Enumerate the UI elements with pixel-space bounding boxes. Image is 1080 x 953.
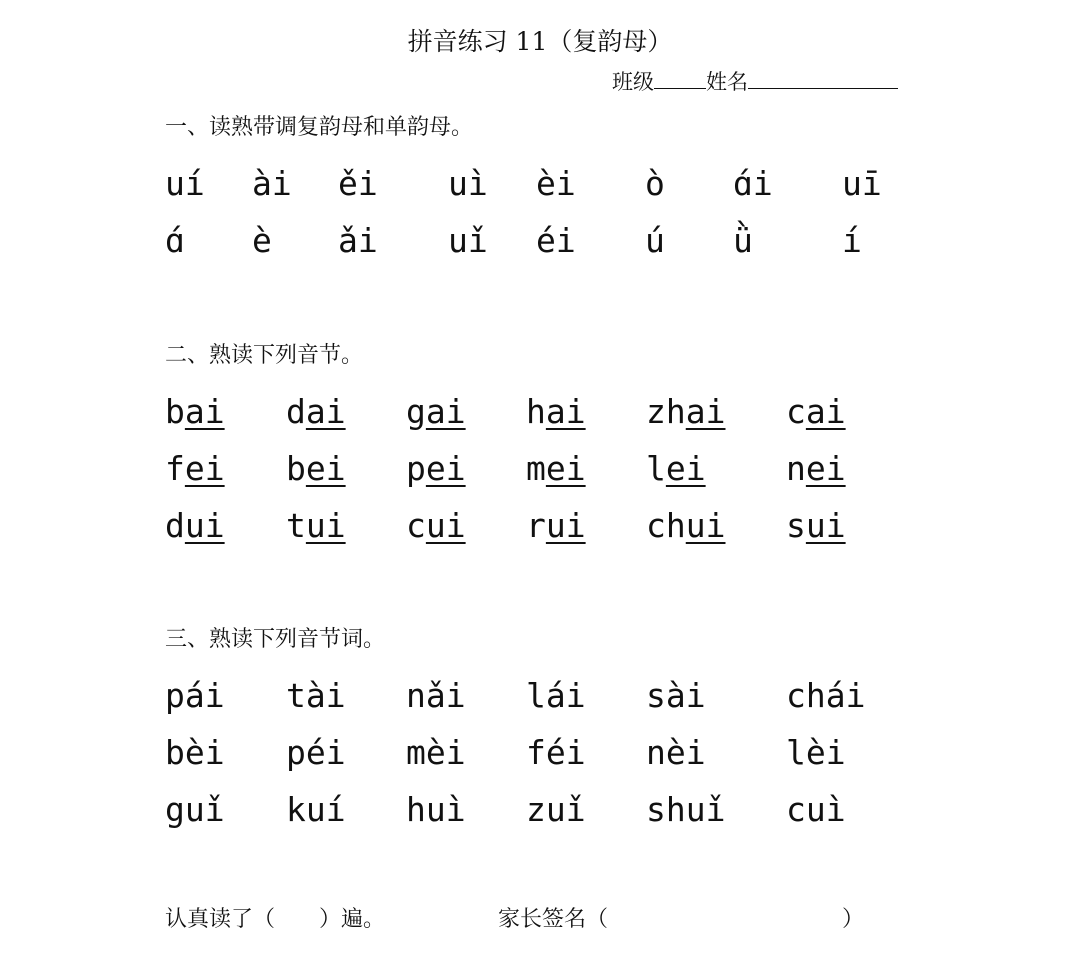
syllable-initial: m: [526, 449, 546, 488]
word-item: kuí: [286, 790, 346, 829]
word-item: pái: [165, 676, 225, 715]
syllable-item: [526, 449, 586, 489]
word-item: féi: [526, 733, 586, 772]
section1-heading: 一、读熟带调复韵母和单韵母。: [165, 115, 474, 140]
syllable-initial: f: [165, 449, 185, 488]
syllable-final: ei: [184, 449, 225, 488]
class-label: 班级: [612, 70, 654, 94]
syllable-initial: g: [406, 392, 426, 431]
syllable-item: [165, 449, 225, 489]
final-item: ǜ: [733, 221, 753, 260]
final-item: ài: [252, 164, 292, 203]
word-item: lái: [526, 676, 586, 715]
final-item: uī: [842, 164, 882, 203]
word-item: nǎi: [406, 676, 466, 715]
parent-signature-close: ）: [842, 907, 865, 932]
syllable-item: [646, 506, 726, 546]
syllable-final: ai: [184, 392, 225, 431]
word-item: cuì: [786, 790, 846, 829]
syllable-initial: c: [786, 392, 806, 431]
class-name-line: [612, 66, 898, 96]
page-title: 拼音练习 11（复韵母）: [407, 27, 673, 56]
syllable-final: ei: [545, 449, 586, 488]
final-item: ɑ́i: [733, 164, 773, 203]
word-item: sài: [646, 676, 706, 715]
syllable-initial: p: [406, 449, 426, 488]
syllable-item: [406, 392, 466, 432]
syllable-initial: t: [286, 506, 306, 545]
final-item: ǎi: [338, 221, 378, 260]
final-item: uì: [448, 164, 488, 203]
syllable-final: ai: [305, 392, 346, 431]
syllable-item: [165, 506, 225, 546]
syllable-final: ei: [305, 449, 346, 488]
class-blank[interactable]: [654, 87, 706, 89]
syllable-item: [406, 506, 466, 546]
syllable-initial: l: [646, 449, 666, 488]
syllable-final: ei: [805, 449, 846, 488]
syllable-final: ui: [425, 506, 466, 545]
syllable-initial: c: [406, 506, 426, 545]
syllable-item: [786, 392, 846, 432]
syllable-final: ai: [545, 392, 586, 431]
word-item: mèi: [406, 733, 466, 772]
syllable-initial: d: [165, 506, 185, 545]
syllable-initial: h: [526, 392, 546, 431]
word-item: huì: [406, 790, 466, 829]
section2-heading: 二、熟读下列音节。: [165, 343, 364, 368]
syllable-final: ai: [685, 392, 726, 431]
word-item: bèi: [165, 733, 225, 772]
syllable-item: [786, 506, 846, 546]
word-item: péi: [286, 733, 346, 772]
syllable-initial: d: [286, 392, 306, 431]
syllable-final: ui: [305, 506, 346, 545]
parent-signature-label: 家长签名（: [498, 907, 609, 932]
syllable-initial: s: [786, 506, 806, 545]
final-item: ěi: [338, 164, 378, 203]
syllable-initial: n: [786, 449, 806, 488]
syllable-initial: b: [286, 449, 306, 488]
word-item: shuǐ: [646, 790, 726, 829]
syllable-final: ei: [425, 449, 466, 488]
syllable-final: ai: [805, 392, 846, 431]
syllable-initial: zh: [646, 392, 686, 431]
syllable-final: ui: [184, 506, 225, 545]
final-item: uí: [165, 164, 205, 203]
final-item: éi: [536, 221, 576, 260]
syllable-final: ei: [665, 449, 706, 488]
syllable-final: ui: [545, 506, 586, 545]
syllable-item: [646, 392, 726, 432]
syllable-initial: r: [526, 506, 546, 545]
final-item: èi: [536, 164, 576, 203]
syllable-item: [646, 449, 706, 489]
syllable-item: [526, 392, 586, 432]
syllable-final: ui: [805, 506, 846, 545]
final-item: ò: [645, 164, 665, 203]
syllable-item: [286, 506, 346, 546]
final-item: è: [252, 221, 272, 260]
word-item: lèi: [786, 733, 846, 772]
word-item: chái: [786, 676, 866, 715]
section3-heading: 三、熟读下列音节词。: [165, 627, 386, 652]
final-item: í: [842, 221, 862, 260]
word-item: guǐ: [165, 790, 225, 829]
word-item: zuǐ: [526, 790, 586, 829]
syllable-item: [165, 392, 225, 432]
syllable-final: ai: [425, 392, 466, 431]
syllable-item: [286, 392, 346, 432]
final-item: uǐ: [448, 221, 488, 260]
word-item: nèi: [646, 733, 706, 772]
final-item: ú: [645, 221, 665, 260]
final-item: ɑ́: [165, 221, 185, 260]
read-times-label: 认真读了（ ）遍。: [165, 907, 386, 932]
syllable-final: ui: [685, 506, 726, 545]
syllable-item: [526, 506, 586, 546]
syllable-item: [286, 449, 346, 489]
syllable-item: [786, 449, 846, 489]
name-blank[interactable]: [748, 87, 898, 89]
word-item: tài: [286, 676, 346, 715]
syllable-item: [406, 449, 466, 489]
name-label: 姓名: [706, 70, 748, 94]
syllable-initial: b: [165, 392, 185, 431]
syllable-initial: ch: [646, 506, 686, 545]
